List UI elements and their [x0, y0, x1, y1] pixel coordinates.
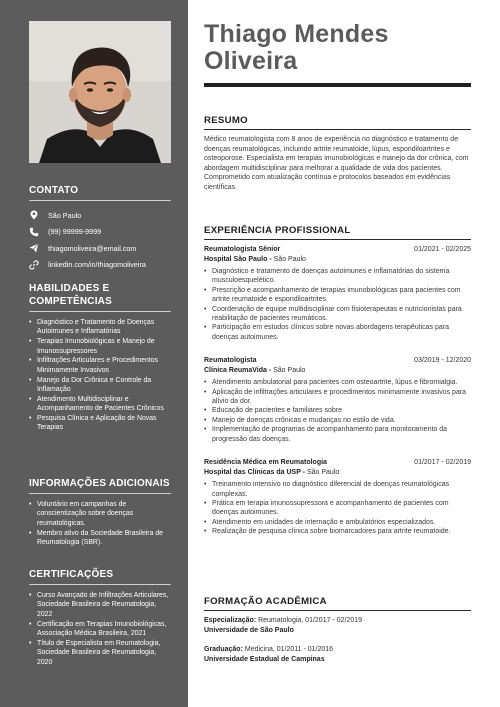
- list-item: • Prática em terapia imunossupressora e acompanhamento de pacientes com doenças autoimunes.: [204, 499, 471, 518]
- additional-info-section: [29, 477, 171, 548]
- job-employer: Clínica ReumaVida - São Paulo: [204, 366, 306, 374]
- divider: [204, 610, 471, 611]
- job-role: Reumatologista Sênior: [204, 246, 281, 253]
- education-degree: Graduação: Medicina, 01/2011 - 01/2016: [204, 646, 334, 653]
- list-item: • Terapias Imunobiológicas e Manejo de Imunossupressores: [29, 337, 171, 356]
- summary-title: RESUMO: [204, 115, 248, 126]
- job-dates: 01/2021 - 02/2025: [414, 246, 471, 253]
- divider: [204, 129, 471, 130]
- job-entry: [204, 356, 471, 444]
- job-bullets: [204, 480, 471, 536]
- job-bullets: [204, 267, 471, 342]
- list-item: • Diagnóstico e tratamento de doenças autoimunes e inflamatórias do sistema musculoesquelético.: [204, 267, 471, 286]
- additional-info-list: [29, 500, 171, 547]
- contact-linkedin-link[interactable]: linkedin.com/in/thiagomoliveira: [48, 260, 146, 269]
- job-entry: [204, 458, 471, 536]
- job-entry: [204, 245, 471, 342]
- additional-info-title: INFORMAÇÕES ADICIONAIS: [29, 478, 170, 489]
- list-item: • Certificação em Terapias Imunobiológicas, Associação Médica Brasileira, 2021: [29, 620, 171, 639]
- job-role: Reumatologista: [204, 357, 257, 365]
- contact-email[interactable]: [29, 240, 171, 256]
- certifications-list: [29, 591, 171, 667]
- education-entry: [204, 645, 471, 664]
- list-item: • Diagnóstico e Tratamento de Doenças Autoimunes e Inflamatórias: [29, 318, 171, 337]
- list-item: • Pesquisa Clínica e Aplicação de Novas Terapias: [29, 414, 171, 433]
- job-role: Residência Médica em Reumatologia: [204, 459, 327, 467]
- list-item: • Curso Avançado de Infiltrações Articulares, Sociedade Brasileira de Reumatologia, 2022: [29, 591, 171, 619]
- job-dates: 01/2017 - 02/2019: [414, 459, 471, 467]
- list-item: • Aplicação de infiltrações articulares e procedimentos minimamente invasivos para alívio da dor.: [204, 388, 471, 407]
- divider: [29, 493, 171, 494]
- link-icon: [29, 260, 39, 270]
- job-employer: Hospital das Clínicas da USP - São Paulo: [204, 468, 340, 476]
- skills-list: [29, 318, 171, 433]
- summary-text: Médico reumatologista com 8 anos de experiência no diagnóstico e tratamento de doenças reumatológicas, incluindo artrite reumatoide, lúpus, espondiloartrites e osteoporose. Especialista em terapias imunobiológicas e manejo da dor crônica, com abordagem multidisciplinar para melhorar a qualidade de vida dos pacientes. Comprometido com atualização contínua e protocolos baseados em evidências científicas.: [204, 136, 469, 191]
- contact-location: [29, 207, 171, 223]
- list-item: • Atendimento Multidisciplinar e Acompanhamento de Pacientes Crônicos: [29, 395, 171, 414]
- list-item: • Treinamento intensivo no diagnóstico diferencial de doenças reumatológicas complexas.: [204, 480, 471, 499]
- contact-email-link[interactable]: thiagomoliveira@email.com: [48, 243, 137, 253]
- divider: [29, 200, 171, 201]
- contact-phone: [29, 224, 171, 240]
- job-employer: Hospital São Paulo - São Paulo: [204, 255, 306, 263]
- divider: [204, 239, 471, 240]
- profile-photo: [29, 21, 171, 163]
- list-item: • Atendimento em unidades de internação e ambulatórios especializados.: [204, 518, 471, 527]
- contact-location-text: São Paulo: [48, 210, 82, 220]
- contact-title: CONTATO: [29, 185, 79, 196]
- name-underline: [204, 83, 471, 87]
- education-title: FORMAÇÃO ACADÊMICA: [204, 596, 327, 607]
- list-item: • Educação de pacientes e familiares sobre: [204, 406, 471, 415]
- contact-linkedin[interactable]: [29, 257, 171, 273]
- divider: [29, 311, 171, 312]
- education-school: Universidade de São Paulo: [204, 626, 294, 634]
- job-bullets: [204, 378, 471, 444]
- education-degree: Especialização: Reumatologia, 01/2017 - 02/2019: [204, 617, 363, 624]
- certifications-title: CERTIFICAÇÕES: [29, 569, 114, 580]
- list-item: • Coordenação de equipe multidisciplinar com fisioterapeutas e nutricionistas para reabilitação de pacientes reumáticos.: [204, 305, 471, 324]
- list-item: • Realização de pesquisa clínica sobre biomarcadores para artrite reumatoide.: [204, 527, 471, 536]
- list-item: • Membro ativo da Sociedade Brasileira de Reumatologia (SBR).: [29, 529, 171, 548]
- sidebar: [0, 0, 188, 707]
- phone-icon: [29, 227, 39, 237]
- list-item: • Prescrição e acompanhamento de terapias imunobiológicas para pacientes com artrite reumatoide e espondiloartrites.: [204, 286, 471, 305]
- experience-section: [204, 225, 471, 537]
- list-item: • Atendimento ambulatorial para pacientes com osteoartrite, lúpus e fibromialgia.: [204, 378, 471, 387]
- list-item: • Título de Especialista em Reumatologia, Sociedade Brasileira de Reumatologia, 2020: [29, 639, 171, 667]
- list-item: • Voluntário em campanhas de conscientização sobre doenças reumatológicas.: [29, 500, 171, 528]
- list-item: • Manejo de doenças crônicas e mudanças no estilo de vida.: [204, 416, 471, 425]
- contact-phone-text: (99) 99999-9999: [48, 227, 102, 236]
- list-item: • Implementação de programas de acompanhamento para monitoramento da progressão das doenças.: [204, 425, 471, 444]
- education-entry: [204, 616, 471, 635]
- skills-section: [29, 282, 171, 433]
- candidate-name: Thiago Mendes Oliveira: [204, 20, 389, 75]
- list-item: • Infiltrações Articulares e Procedimentos Minimamente Invasivos: [29, 356, 171, 375]
- send-icon: [29, 243, 39, 253]
- job-dates: 03/2019 - 12/2020: [414, 357, 471, 365]
- certifications-section: [29, 568, 171, 667]
- location-pin-icon: [29, 210, 39, 220]
- list-item: • Manejo da Dor Crônica e Controle da Inflamação: [29, 376, 171, 395]
- education-section: [204, 596, 471, 664]
- experience-title: EXPERIÊNCIA PROFISSIONAL: [204, 225, 351, 236]
- divider: [29, 584, 171, 585]
- list-item: • Participação em estudos clínicos sobre novas abordagens terapêuticas para doenças autoimunes.: [204, 323, 471, 342]
- skills-title: HABILIDADES E COMPETÊNCIAS: [29, 283, 112, 307]
- education-school: Universidade Estadual de Campinas: [204, 655, 325, 663]
- contact-section: [29, 184, 171, 273]
- summary-section: [204, 115, 471, 193]
